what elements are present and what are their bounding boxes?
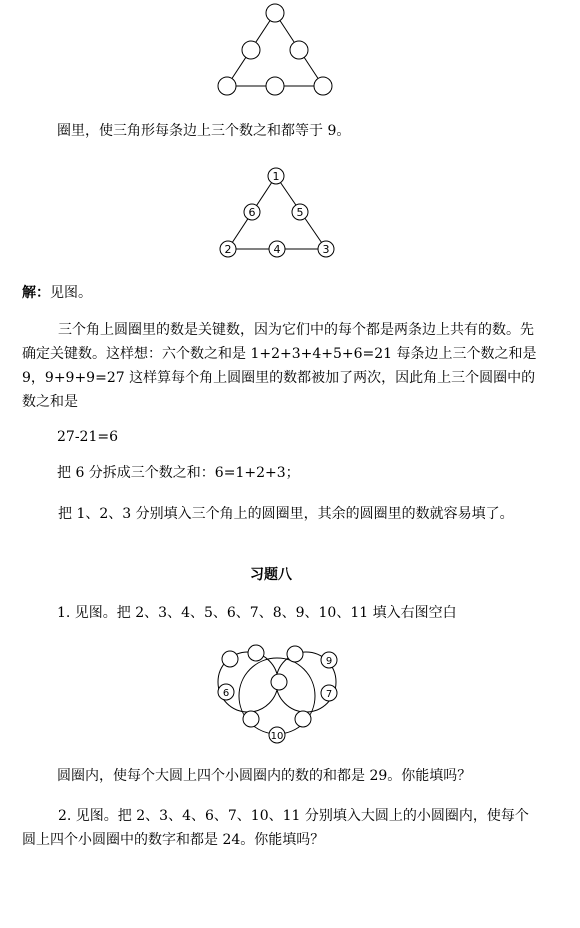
circle-label-top-right: 9	[325, 656, 333, 667]
overlapping-circles-figure	[0, 640, 580, 750]
triangle-label-left-mid: 6	[248, 206, 256, 219]
intro-text: 圈里，使三角形每条边上三个数之和都等于 9。	[57, 123, 351, 139]
empty-circle-bottom-left	[218, 77, 236, 95]
triangle-label-bottom-right: 3	[322, 243, 330, 256]
empty-circle-right-mid	[290, 41, 308, 59]
triangle-label-right-mid: 5	[296, 206, 304, 219]
triangle-label-bottom-left: 2	[224, 243, 232, 256]
solution-label: 解：	[22, 285, 50, 301]
circle-label-bottom: 10	[270, 731, 284, 742]
empty-circle-top	[266, 4, 284, 22]
empty-circle-bottom-right	[314, 77, 332, 95]
paragraph-fill-corners: 把 1、2、3 分别填入三个角上的圆圈里，其余的圆圈里的数就容易填了。	[58, 506, 514, 522]
triangle-label-bottom-mid: 4	[273, 243, 281, 256]
empty-triangle-figure	[0, 0, 580, 110]
solution-text: 见图。	[50, 285, 92, 301]
paragraph-split: 把 6 分拆成三个数之和：6=1+2+3；	[57, 465, 300, 481]
paragraph-key-numbers: 三个角上圆圈里的数是关键数，因为它们中的每个都是两条边上共有的数。先确定关键数。这样想：六个数之和是 1+2+3+4+5+6=21 每条边上三个数之和是 9，9+9+9=27 这样算每个角上圆圈里的数都被加了两次，因此角上三个圆圈中的数之和是	[22, 322, 537, 410]
equation: 27-21=6	[57, 429, 118, 445]
triangle-label-top: 1	[272, 170, 280, 183]
circle-label-left: 6	[222, 688, 230, 699]
question-1: 1. 见图。把 2、3、4、5、6、7、8、9、10、11 填入右图空白	[57, 605, 457, 621]
solution-line	[22, 284, 92, 302]
empty-circle-left-mid	[242, 41, 260, 59]
empty-circle-bottom-mid	[266, 77, 284, 95]
question-2: 2. 见图。把 2、3、4、6、7、10、11 分别填入大圆上的小圆圈内，使每个圆上四个小圆圈中的数字和都是 24。你能填吗？	[22, 808, 529, 848]
circle-label-right: 7	[325, 689, 333, 700]
solution-triangle-figure	[0, 160, 580, 280]
question-1-continued: 圆圈内，使每个大圆上四个小圆圈内的数的和都是 29。你能填吗？	[57, 768, 472, 784]
exercise-title: 习题八	[250, 567, 292, 583]
